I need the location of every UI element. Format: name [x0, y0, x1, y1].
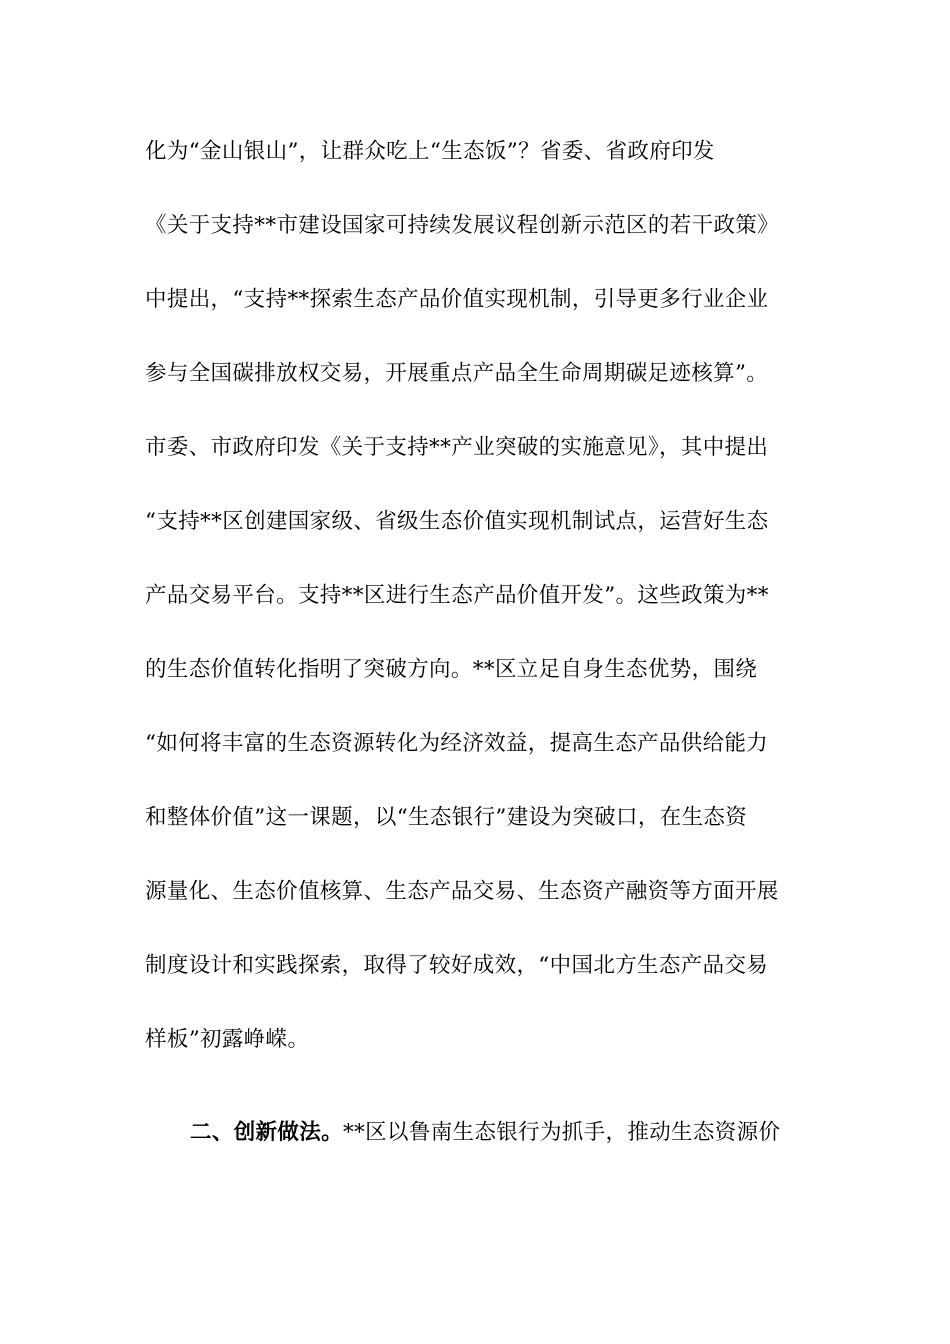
paragraph-line: “如何将丰富的生态资源转化为经济效益，提高生态产品供给能力: [145, 731, 769, 756]
paragraph-line: 源量化、生态价值核算、生态产品交易、生态资产融资等方面开展: [145, 879, 779, 904]
paragraph-line: 和整体价值”这一课题，以“生态银行”建设为突破口，在生态资: [145, 805, 748, 830]
paragraph-line: 化为“金山银山”，让群众吃上“生态饭”？省委、省政府印发: [145, 139, 715, 164]
paragraph-line: “支持**区创建国家级、省级生态价值实现机制试点，运营好生态: [145, 509, 769, 534]
paragraph-line: 《关于支持**市建设国家可持续发展议程创新示范区的若干政策》: [145, 213, 780, 238]
paragraph-line: 的生态价值转化指明了突破方向。**区立足自身生态优势，围绕: [145, 657, 758, 682]
section-heading-line: [190, 1118, 805, 1148]
paragraph-line: 中提出，“支持**探索生态产品价值实现机制，引导更多行业企业: [145, 287, 769, 312]
paragraph-line: 产品交易平台。支持**区进行生态产品价值开发”。这些政策为**: [145, 583, 769, 608]
paragraph-line: 参与全国碳排放权交易，开展重点产品全生命周期碳足迹核算”。: [145, 361, 769, 386]
paragraph-line: 市委、市政府印发《关于支持**产业突破的实施意见》，其中提出: [145, 435, 769, 460]
paragraph-line: 制度设计和实践探索，取得了较好成效，“中国北方生态产品交易: [145, 953, 769, 978]
section-text: **区以鲁南生态银行为抓手，推动生态资源价: [342, 1120, 781, 1145]
paragraph-line: 样板”初露峥嵘。: [145, 1027, 310, 1052]
section-heading: 二、创新做法。: [190, 1120, 343, 1145]
